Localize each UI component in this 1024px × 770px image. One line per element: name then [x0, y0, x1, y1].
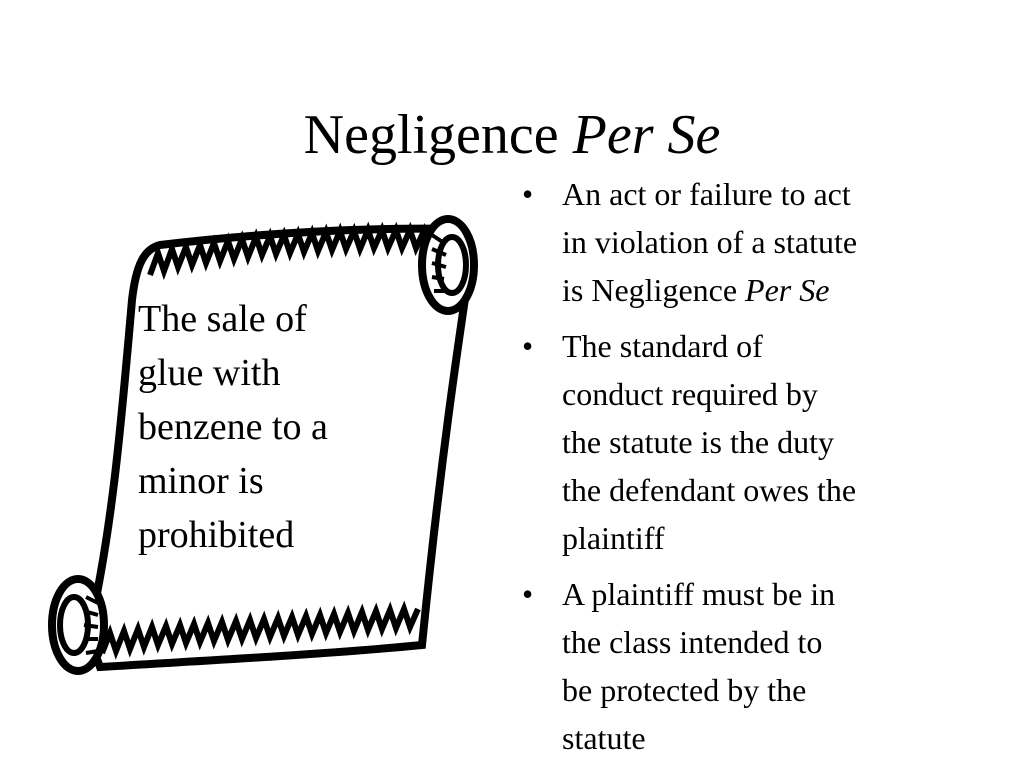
bullet-line: plaintiff	[562, 520, 665, 556]
bullet-line: An act or failure to act	[562, 176, 851, 212]
bullet-list	[520, 170, 950, 770]
bullet-line: is Negligence	[562, 272, 746, 308]
bullet-item	[520, 322, 950, 562]
bullet-line: the defendant owes the	[562, 472, 857, 508]
bullet-item	[520, 170, 950, 314]
scroll-line: minor is	[138, 460, 264, 502]
bullet-line: conduct required by	[562, 376, 818, 412]
slide-title	[0, 100, 1024, 170]
scroll-line: glue with	[138, 352, 281, 394]
title-italic: Per Se	[572, 104, 721, 166]
scroll-line: benzene to a	[138, 406, 328, 448]
bullet-line: the class intended to	[562, 624, 823, 660]
title-main: Negligence	[303, 104, 559, 166]
bullet-line: in violation of a statute	[562, 224, 858, 260]
bullet-item	[520, 570, 950, 762]
bullet-italic: Per Se	[745, 272, 830, 308]
bullet-line: statute	[562, 720, 646, 756]
scroll-text	[138, 292, 408, 562]
scroll-line: prohibited	[138, 514, 295, 556]
scroll-line: The sale of	[138, 298, 307, 340]
bullet-line: be protected by the	[562, 672, 807, 708]
bullet-line: The standard of	[562, 328, 763, 364]
bullet-dot-icon: •	[522, 328, 534, 364]
bullet-dot-icon: •	[522, 576, 534, 612]
bullet-dot-icon: •	[522, 176, 534, 212]
bullet-line: A plaintiff must be in	[562, 576, 836, 612]
bullet-line: the statute is the duty	[562, 424, 834, 460]
